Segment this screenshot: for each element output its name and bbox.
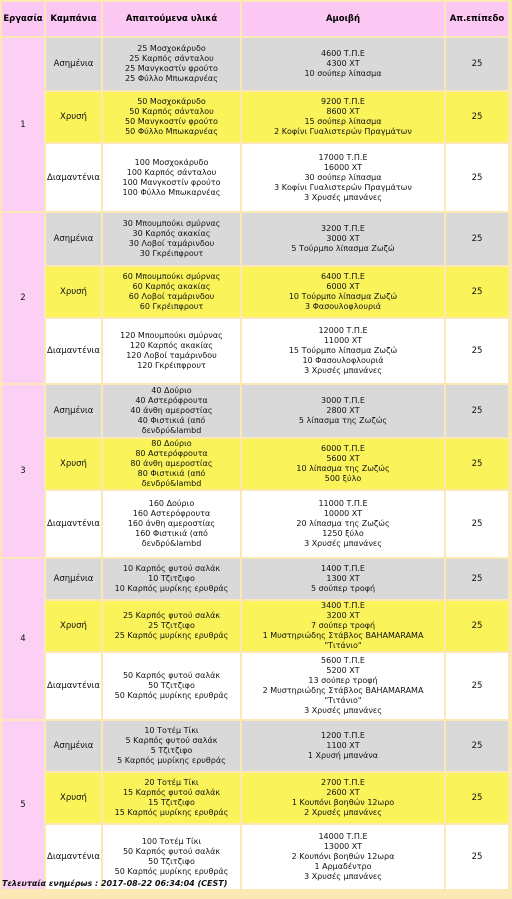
- required-item: 25 Φύλλο Μπωκαρνέας: [125, 74, 218, 83]
- quest-row: [2, 773, 508, 823]
- required-item: 160 Φιστικιά (από: [135, 529, 208, 538]
- reward-item: 3 Χρυσές μπανάνες: [304, 706, 382, 715]
- required-item: 10 Καρπός μυρίκης ερυθράς: [114, 584, 229, 593]
- required-item: 15 Καρπός μυρίκης ερυθράς: [114, 808, 229, 817]
- required-items-cell: [103, 319, 240, 383]
- reward-item: 3 Χρυσές μπανάνες: [304, 872, 382, 881]
- required-items-cell: [103, 385, 240, 437]
- required-level-cell: 25: [446, 38, 508, 90]
- reward-item: 3400 Τ.Π.Ε: [321, 601, 365, 610]
- reward-item: 15 Τούρμπο λίπασμα Ζωζώ: [288, 346, 398, 355]
- reward-item: 3 Χρυσές μπανάνες: [304, 366, 382, 375]
- quest-row: [2, 491, 508, 557]
- required-level-cell: 25: [446, 721, 508, 771]
- required-item: 30 Καρπός ακακίας: [132, 229, 211, 238]
- required-item: 160 Αστερόφρουτα: [132, 509, 211, 518]
- reward-item: 3200 Τ.Π.Ε: [321, 224, 365, 233]
- reward-item: 1200 Τ.Π.Ε: [321, 731, 365, 740]
- required-item: 120 Γκρέιπφρουτ: [137, 361, 206, 370]
- campaign-cell: Χρυσή: [46, 92, 101, 142]
- required-level-cell: 25: [446, 385, 508, 437]
- campaign-cell: Διαμαντένια: [46, 144, 101, 211]
- required-item: 50 Καρπός φυτού σαλάκ: [122, 847, 221, 856]
- reward-item: 3 Χρυσές μπανάνες: [304, 539, 382, 548]
- reward-item: 5 λίπασμα της Ζωζώς: [298, 416, 388, 425]
- required-item: 5 Καρπός μυρίκης ερυθράς: [117, 756, 226, 765]
- reward-cell: [242, 319, 444, 383]
- quest-row: [2, 721, 508, 771]
- required-level-cell: 25: [446, 439, 508, 489]
- campaign-cell: Ασημένια: [46, 38, 101, 90]
- reward-item: 6000 ΧΤ: [326, 282, 360, 291]
- required-level-cell: 25: [446, 773, 508, 823]
- required-items-cell: [103, 92, 240, 142]
- campaign-cell: Διαμαντένια: [46, 653, 101, 719]
- reward-item: 11000 Τ.Π.Ε: [318, 499, 368, 508]
- required-item: 160 άνθη αμεροστίας: [127, 519, 216, 528]
- reward-item: 3000 ΧΤ: [326, 234, 360, 243]
- required-items-cell: [103, 267, 240, 317]
- reward-item: 3 Φασουλοφλουριά: [304, 302, 382, 311]
- task-number: 2: [2, 213, 44, 383]
- reward-cell: [242, 773, 444, 823]
- reward-cell: [242, 267, 444, 317]
- required-item: 25 Καρπός φυτού σαλάκ: [122, 611, 221, 620]
- reward-item: 5600 ΧΤ: [326, 454, 360, 463]
- required-item: 120 Μπουμπούκι σμύρνας: [120, 331, 223, 340]
- required-items-cell: [103, 213, 240, 265]
- reward-item: 5 σούπερ τροφή: [310, 584, 376, 593]
- reward-item: 16000 ΧΤ: [323, 162, 363, 172]
- reward-item: 8600 ΧΤ: [326, 107, 360, 116]
- reward-item: 1 Κουπόνι βοηθών 12ωρο: [291, 798, 395, 807]
- reward-cell: [242, 491, 444, 557]
- required-item: 25 Μανγκοστίν φρούτο: [125, 64, 218, 73]
- required-level-cell: 25: [446, 653, 508, 719]
- required-items-cell: [103, 144, 240, 211]
- quest-row: [2, 319, 508, 383]
- header-level: Απ.επίπεδο: [446, 2, 508, 36]
- campaign-cell: Διαμαντένια: [46, 319, 101, 383]
- required-item: 40 άνθη αμεροστίας: [130, 406, 213, 415]
- reward-item: 1100 ΧΤ: [326, 741, 360, 750]
- reward-item: 14000 Τ.Π.Ε: [318, 832, 368, 841]
- reward-item: 13 σούπερ τροφή: [308, 676, 378, 685]
- required-item: 25 Τζιτζιφο: [148, 621, 195, 630]
- reward-item: 10 Τούρμπο λίπασμα Ζωζώ: [288, 292, 398, 301]
- required-item: 60 Λοβοί ταμάρινδου: [128, 292, 215, 301]
- reward-item: 3000 Τ.Π.Ε: [321, 396, 365, 405]
- reward-item: 1300 ΧΤ: [326, 574, 360, 583]
- required-items-cell: [103, 773, 240, 823]
- reward-cell: [242, 439, 444, 489]
- required-item: 100 Μανγκοστίν φρούτο: [122, 177, 221, 187]
- reward-cell: [242, 38, 444, 90]
- required-item: 50 Καρπός σάνταλου: [129, 107, 214, 116]
- campaign-cell: Ασημένια: [46, 213, 101, 265]
- required-item: 100 Τοτέμ Τίκι: [141, 837, 202, 846]
- reward-item: 2 Κοφίνι Γυαλιστερών Πραγμάτων: [274, 127, 412, 136]
- required-item: 120 Λοβοί ταμάρινδου: [126, 351, 217, 360]
- quest-row: [2, 38, 508, 90]
- reward-cell: [242, 601, 444, 651]
- required-items-cell: [103, 38, 240, 90]
- required-item: δενδρύ&lambd: [141, 539, 202, 548]
- campaign-cell: Ασημένια: [46, 721, 101, 771]
- reward-item: 2 Κουπόνι βοηθών 12ωρα: [291, 852, 395, 861]
- reward-item: 10 λίπασμα της Ζωζώς: [296, 464, 390, 473]
- required-item: 30 Λοβοί ταμάρινδου: [128, 239, 215, 248]
- reward-item: 1 Χρυσή μπανάνα: [307, 751, 379, 760]
- campaign-cell: Χρυσή: [46, 773, 101, 823]
- required-item: 50 Μοσχοκάρυδο: [137, 97, 206, 106]
- reward-item: 500 ξύλο: [324, 474, 362, 483]
- campaign-cell: Ασημένια: [46, 385, 101, 437]
- quest-row: [2, 144, 508, 211]
- quest-table-body: [2, 38, 508, 889]
- required-item: 10 Καρπός φυτού σαλάκ: [122, 564, 221, 573]
- reward-item: 3 Κοφίνι Γυαλιστερών Πραγμάτων: [274, 182, 412, 192]
- required-items-cell: [103, 653, 240, 719]
- reward-item: 5600 Τ.Π.Ε: [321, 656, 365, 665]
- reward-item: 6000 Τ.Π.Ε: [321, 444, 365, 453]
- required-item: 80 άνθη αμεροστίας: [130, 459, 213, 468]
- reward-item: 15 σούπερ λίπασμα: [304, 117, 382, 126]
- required-items-cell: [103, 601, 240, 651]
- reward-item: 5 Τούρμπο λίπασμα Ζωζώ: [291, 244, 395, 253]
- required-item: 15 Τζιτζιφο: [148, 798, 195, 807]
- reward-cell: [242, 825, 444, 889]
- quest-row: [2, 653, 508, 719]
- reward-item: 2 Μυστηριώδης Στάβλος BAHAMARAMA: [262, 686, 424, 695]
- last-updated-footer: Τελευταία ενημέρωs : 2017-08-22 06:34:04 (CEST): [2, 879, 228, 888]
- required-item: 120 Καρπός ακακίας: [129, 341, 213, 350]
- required-item: 80 Φιστικιά (από: [137, 469, 206, 478]
- required-item: 20 Τοτέμ Τίκι: [144, 778, 199, 787]
- header-task: Εργασία: [2, 2, 44, 36]
- required-item: 5 Καρπός φυτού σαλάκ: [125, 736, 218, 745]
- reward-item: 1400 Τ.Π.Ε: [321, 564, 365, 573]
- reward-item: 10 Φασουλοφλουριά: [302, 356, 384, 365]
- required-items-cell: [103, 491, 240, 557]
- reward-item: 30 σούπερ λίπασμα: [304, 172, 382, 182]
- reward-item: 2600 ΧΤ: [326, 788, 360, 797]
- quest-row: [2, 213, 508, 265]
- task-number: 5: [2, 721, 44, 889]
- header-campaign: Καμπάνια: [46, 2, 101, 36]
- required-item: 100 Μοσχοκάρυδο: [134, 157, 209, 167]
- required-item: 25 Καρπός μυρίκης ερυθράς: [114, 631, 229, 640]
- required-items-cell: [103, 721, 240, 771]
- required-item: 50 Καρπός φυτού σαλάκ: [122, 671, 221, 680]
- reward-item: 10000 ΧΤ: [323, 509, 363, 518]
- reward-item: 9200 Τ.Π.Ε: [321, 97, 365, 106]
- required-item: 50 Τζιτζιφο: [148, 857, 195, 866]
- reward-cell: [242, 653, 444, 719]
- required-item: δενδρύ&lambd: [141, 479, 202, 488]
- required-item: 50 Φύλλο Μπωκαρνέας: [125, 127, 218, 136]
- reward-cell: [242, 213, 444, 265]
- quest-row: [2, 439, 508, 489]
- quest-row: [2, 267, 508, 317]
- header-row: [2, 2, 508, 36]
- reward-item: "Τιτάνιο": [324, 641, 362, 650]
- header-items: Απαιτούμενα υλικά: [103, 2, 240, 36]
- reward-item: 3200 ΧΤ: [326, 611, 360, 620]
- required-item: 50 Τζιτζιφο: [148, 681, 195, 690]
- reward-item: 1 Αρμαδέντρο: [314, 862, 372, 871]
- quest-row: [2, 385, 508, 437]
- required-item: 60 Γκρέιπφρουτ: [139, 302, 204, 311]
- required-item: 100 Φύλλο Μπωκαρνέας: [122, 187, 221, 197]
- reward-item: "Τιτάνιο": [324, 696, 362, 705]
- required-level-cell: 25: [446, 319, 508, 383]
- reward-item: 2700 Τ.Π.Ε: [321, 778, 365, 787]
- reward-item: 5200 ΧΤ: [326, 666, 360, 675]
- reward-item: 20 λίπασμα της Ζωζώς: [296, 519, 390, 528]
- required-item: 30 Γκρέιπφρουτ: [139, 249, 204, 258]
- reward-item: 13000 ΧΤ: [323, 842, 363, 851]
- required-item: 80 Αστερόφρουτα: [135, 449, 208, 458]
- required-level-cell: 25: [446, 601, 508, 651]
- campaign-cell: Χρυσή: [46, 601, 101, 651]
- required-level-cell: 25: [446, 825, 508, 889]
- required-level-cell: 25: [446, 267, 508, 317]
- reward-cell: [242, 559, 444, 599]
- reward-item: 12000 Τ.Π.Ε: [318, 326, 368, 335]
- required-item: 5 Τζιτζιφο: [150, 746, 193, 755]
- reward-item: 2 Χρυσές μπανάνες: [304, 808, 382, 817]
- required-item: 40 Φιστικιά (από: [137, 416, 206, 425]
- required-item: 30 Μπουμπούκι σμύρνας: [122, 219, 221, 228]
- task-number: 3: [2, 385, 44, 557]
- quest-row: [2, 92, 508, 142]
- reward-item: 4300 ΧΤ: [326, 59, 360, 68]
- campaign-cell: Χρυσή: [46, 439, 101, 489]
- reward-cell: [242, 721, 444, 771]
- quest-row: [2, 601, 508, 651]
- reward-cell: [242, 385, 444, 437]
- reward-item: 4600 Τ.Π.Ε: [321, 49, 365, 58]
- required-item: 50 Καρπός μυρίκης ερυθράς: [114, 867, 229, 876]
- reward-item: 1250 ξύλο: [322, 529, 364, 538]
- required-level-cell: 25: [446, 92, 508, 142]
- reward-item: 17000 Τ.Π.Ε: [318, 152, 368, 162]
- required-item: 10 Τζιτζιφο: [148, 574, 195, 583]
- required-item: 50 Καρπός μυρίκης ερυθράς: [114, 691, 229, 700]
- required-item: δενδρύ&lambd: [141, 426, 202, 435]
- required-item: 80 Δούριο: [151, 439, 192, 448]
- required-item: 10 Τοτέμ Τίκι: [144, 726, 199, 735]
- required-level-cell: 25: [446, 144, 508, 211]
- required-item: 60 Μπουμπούκι σμύρνας: [122, 272, 221, 281]
- required-item: 40 Δούριο: [151, 386, 192, 395]
- campaign-cell: Διαμαντένια: [46, 491, 101, 557]
- required-item: 40 Αστερόφρουτα: [135, 396, 208, 405]
- header-reward: Αμοιβή: [242, 2, 444, 36]
- required-level-cell: 25: [446, 559, 508, 599]
- required-level-cell: 25: [446, 491, 508, 557]
- required-items-cell: [103, 439, 240, 489]
- required-items-cell: [103, 559, 240, 599]
- reward-cell: [242, 92, 444, 142]
- required-item: 60 Καρπός ακακίας: [132, 282, 211, 291]
- campaign-cell: Ασημένια: [46, 559, 101, 599]
- required-level-cell: 25: [446, 213, 508, 265]
- reward-item: 3 Χρυσές μπανάνες: [304, 192, 382, 202]
- required-item: 15 Καρπός φυτού σαλάκ: [122, 788, 221, 797]
- reward-item: 11000 ΧΤ: [323, 336, 363, 345]
- reward-item: 2800 ΧΤ: [326, 406, 360, 415]
- campaign-cell: Διαμαντένια: [46, 825, 101, 889]
- required-item: 100 Καρπός σάνταλου: [126, 167, 217, 177]
- reward-cell: [242, 144, 444, 211]
- required-item: 25 Μοσχοκάρυδο: [137, 44, 206, 53]
- task-number: 1: [2, 38, 44, 211]
- required-item: 50 Μανγκοστίν φρούτο: [125, 117, 218, 126]
- reward-item: 7 σούπερ τροφή: [310, 621, 376, 630]
- required-item: 25 Καρπός σάνταλου: [129, 54, 214, 63]
- required-item: 160 Δούριο: [148, 499, 195, 508]
- campaign-cell: Χρυσή: [46, 267, 101, 317]
- reward-item: 10 σούπερ λίπασμα: [304, 69, 382, 78]
- reward-item: 1 Μυστηριώδης Στάβλος BAHAMARAMA: [262, 631, 424, 640]
- quest-row: [2, 559, 508, 599]
- reward-item: 6400 Τ.Π.Ε: [321, 272, 365, 281]
- task-number: 4: [2, 559, 44, 719]
